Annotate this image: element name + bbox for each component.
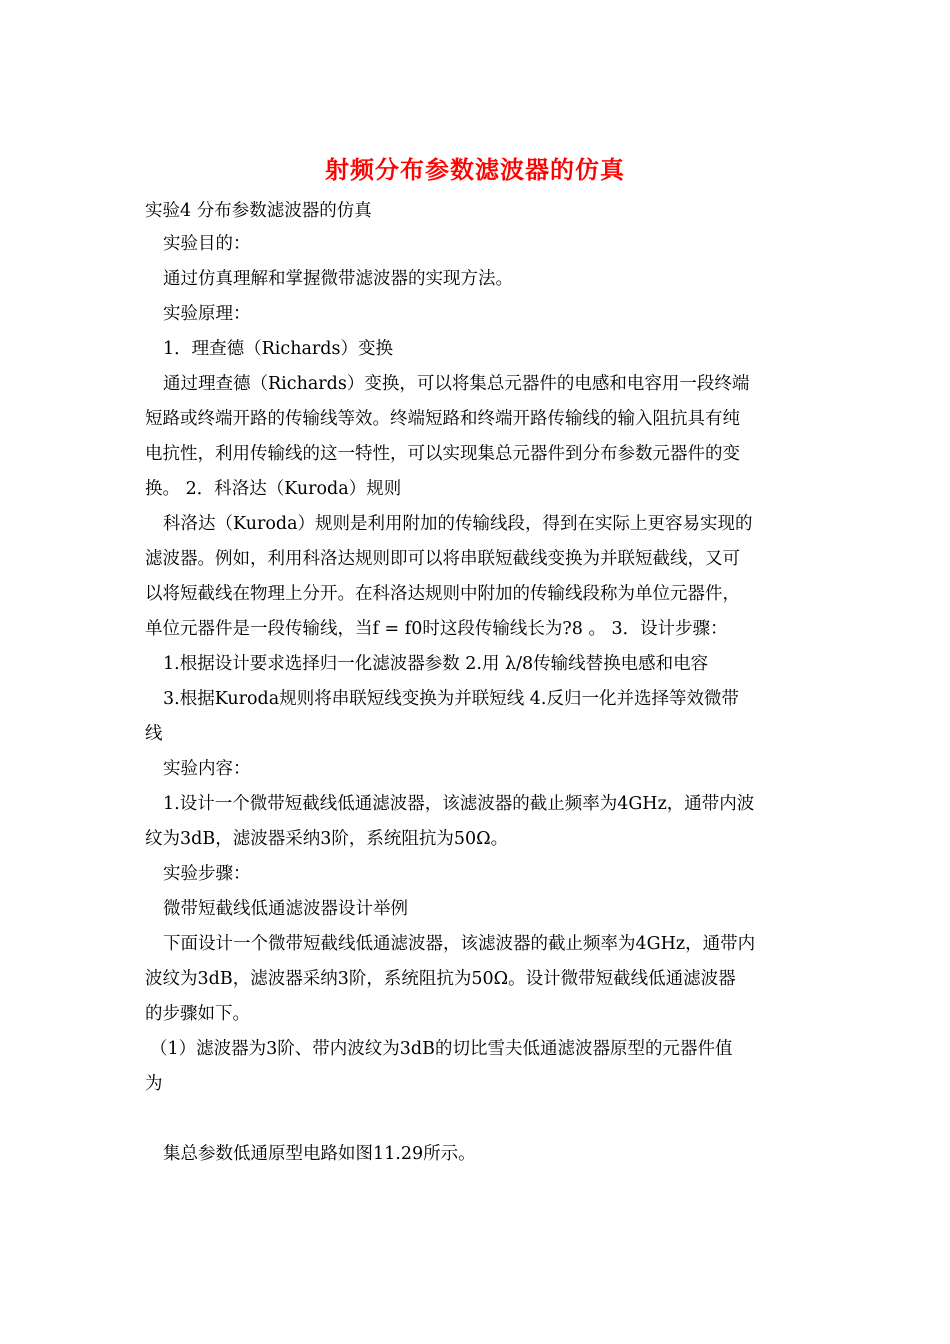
paragraph-line: 通过理查德（Richards）变换，可以将集总元器件的电感和电容用一段终端 — [163, 374, 750, 394]
paragraph-line: （1）滤波器为3阶、带内波纹为3dB的切比雪夫低通滤波器原型的元器件值 — [150, 1039, 733, 1059]
paragraph-line: 为 — [145, 1074, 163, 1094]
paragraph-line: 科洛达（Kuroda）规则是利用附加的传输线段，得到在实际上更容易实现的 — [163, 514, 753, 534]
paragraph-line: 微带短截线低通滤波器设计举例 — [163, 899, 408, 919]
paragraph-line: 实验内容： — [163, 759, 251, 779]
paragraph-line: 3.根据Kuroda规则将串联短线变换为并联短线 4.反归一化并选择等效微带 — [163, 689, 739, 709]
paragraph-line: 换。 2．科洛达（Kuroda）规则 — [145, 479, 402, 499]
paragraph-line: 实验目的： — [163, 234, 251, 254]
paragraph-line: 通过仿真理解和掌握微带滤波器的实现方法。 — [163, 269, 513, 289]
paragraph-line: 1．理查德（Richards）变换 — [163, 339, 393, 359]
paragraph-line: 1.设计一个微带短截线低通滤波器，该滤波器的截止频率为4GHz，通带内波 — [163, 794, 755, 814]
paragraph-line: 波纹为3dB，滤波器采纳3阶，系统阻抗为50Ω。设计微带短截线低通滤波器 — [145, 969, 736, 989]
paragraph-line: 实验步骤： — [163, 864, 251, 884]
paragraph-line: 集总参数低通原型电路如图11.29所示。 — [163, 1144, 476, 1164]
paragraph-line: 的步骤如下。 — [145, 1004, 250, 1024]
paragraph-line: 实验4 分布参数滤波器的仿真 — [145, 201, 372, 221]
paragraph-line: 滤波器。例如，利用科洛达规则即可以将串联短截线变换为并联短截线，又可 — [145, 549, 740, 569]
paragraph-line: 以将短截线在物理上分开。在科洛达规则中附加的传输线段称为单位元器件， — [145, 584, 740, 604]
paragraph-line: 实验原理： — [163, 304, 251, 324]
paragraph-line: 下面设计一个微带短截线低通滤波器，该滤波器的截止频率为4GHz，通带内 — [163, 934, 756, 954]
paragraph-line: 单位元器件是一段传输线，当f = f0时这段传输线长为?8 。 3．设计步骤： — [145, 619, 728, 639]
document-title: 射频分布参数滤波器的仿真 — [325, 156, 625, 184]
paragraph-line: 电抗性，利用传输线的这一特性，可以实现集总元器件到分布参数元器件的变 — [145, 444, 740, 464]
paragraph-line: 线 — [145, 724, 163, 744]
paragraph-line: 短路或终端开路的传输线等效。终端短路和终端开路传输线的输入阻抗具有纯 — [145, 409, 740, 429]
paragraph-line: 1.根据设计要求选择归一化滤波器参数 2.用 λ/8传输线替换电感和电容 — [163, 654, 709, 674]
paragraph-line: 纹为3dB，滤波器采纳3阶，系统阻抗为50Ω。 — [145, 829, 509, 849]
